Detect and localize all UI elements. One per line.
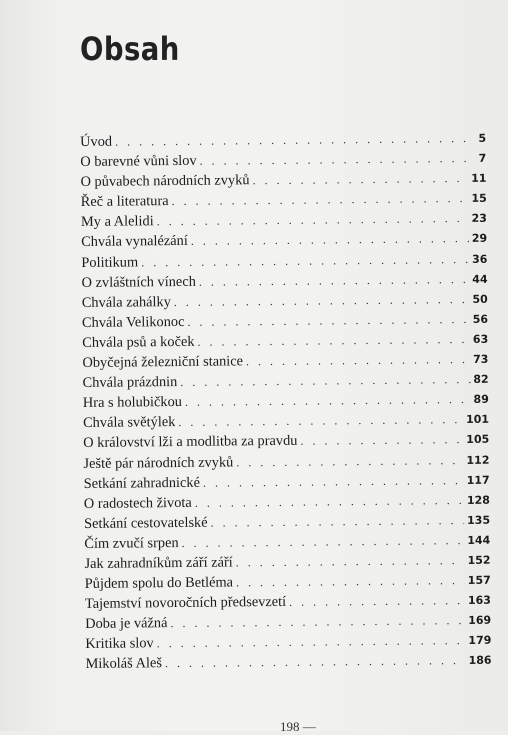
toc-entry-page: 144 <box>467 533 491 547</box>
toc-entry-page: 15 <box>471 192 487 206</box>
toc-entry-title: Obyčejná železniční stanice <box>82 353 244 372</box>
toc-entry-title: My a Alelidi <box>80 213 154 231</box>
page-number: 198 — <box>280 719 316 734</box>
dot-leader <box>252 168 468 190</box>
dot-leader <box>236 450 463 472</box>
toc-entry-page: 152 <box>467 553 491 567</box>
toc-entry-title: O barevné vůni slov <box>80 152 197 171</box>
toc-entry-page: 128 <box>466 493 490 507</box>
toc-entry-title: Jak zahradníkům září září <box>84 554 233 572</box>
toc-entry-title: Kritika slov <box>85 635 154 653</box>
toc-entry-title: Čím zvučí srpen <box>84 534 179 552</box>
toc-entry-title: Setkání zahradnické <box>83 474 201 492</box>
dot-leader <box>195 490 464 513</box>
toc-entry-page: 101 <box>465 413 490 427</box>
dot-leader <box>246 349 470 371</box>
toc-entry-page: 179 <box>468 634 492 648</box>
dot-leader <box>236 570 465 592</box>
toc-entry-page: 89 <box>473 392 489 407</box>
toc-entry-title: O zvláštních vínech <box>81 273 196 291</box>
toc-entry-page: 5 <box>478 131 487 145</box>
toc-entry-page: 23 <box>471 212 487 226</box>
toc-entry-title: O radostech života <box>83 494 192 512</box>
toc-entry-title: Řeč a literatura <box>80 193 169 211</box>
toc-entry-title: Hra s holubičkou <box>82 394 183 412</box>
toc-entry-page: 157 <box>467 573 491 588</box>
dot-leader <box>200 148 470 171</box>
toc-entry-page: 73 <box>473 352 489 366</box>
toc-entry-title: Chvála zahálky <box>81 293 171 311</box>
toc-entry-page: 63 <box>472 332 489 346</box>
toc-entry-title: Politikum <box>81 253 139 271</box>
toc-entry-page: 112 <box>466 453 490 467</box>
toc-entry-page: 36 <box>471 252 488 266</box>
dot-leader <box>197 329 470 352</box>
dot-leader <box>300 429 463 451</box>
toc-entry-page: 163 <box>467 593 491 608</box>
dot-leader <box>203 470 464 493</box>
toc-entry-title: Setkání cestovatelské <box>84 514 208 532</box>
dot-leader <box>210 510 464 533</box>
toc-entry-title: Mikoláš Aleš <box>85 655 163 673</box>
toc-entry-page: 82 <box>473 372 489 387</box>
dot-leader <box>165 650 466 673</box>
toc-entry-page: 56 <box>472 312 489 326</box>
toc-entry-title: Chvála světýlek <box>82 414 176 432</box>
toc-entry-title: Chvála psů a koček <box>82 333 195 351</box>
dot-leader <box>236 550 465 572</box>
toc-entry-page: 44 <box>472 272 488 286</box>
toc-entry <box>85 650 491 674</box>
toc-entry-title: Půjdem spolu do Betléma <box>84 574 234 593</box>
toc-entry-title: O půvabech národních zvyků <box>80 172 250 191</box>
dot-leader <box>199 269 470 292</box>
dot-leader <box>289 590 465 612</box>
toc-entry-title: Ještě pár národních zvyků <box>83 453 234 472</box>
toc-entry-title: Chvála prázdnin <box>82 374 178 392</box>
toc-entry-page: 186 <box>468 654 492 668</box>
toc-entry-page: 7 <box>478 151 487 165</box>
toc-entry-page: 169 <box>468 613 492 628</box>
toc-entry-title: Tajemství novoročních předsevzetí <box>84 594 287 613</box>
toc-entry-page: 11 <box>471 171 487 186</box>
toc-entry-title: Chvála Velikonoc <box>81 313 185 331</box>
toc-entry-title: Úvod <box>80 133 113 150</box>
toc-entry-title: O království lži a modlitba za pravdu <box>83 433 298 452</box>
toc-entry-page: 105 <box>466 433 490 447</box>
toc-entry-page: 50 <box>472 292 488 306</box>
toc-entry-page: 135 <box>467 513 491 527</box>
toc-entry-title: Chvála vynalézání <box>81 233 188 251</box>
toc-entry-title: Doba je vážná <box>85 615 168 633</box>
page-title: Obsah <box>80 30 180 68</box>
toc-entry-page: 29 <box>471 232 488 246</box>
toc-entry-page: 117 <box>466 473 490 487</box>
table-of-contents <box>80 128 492 675</box>
